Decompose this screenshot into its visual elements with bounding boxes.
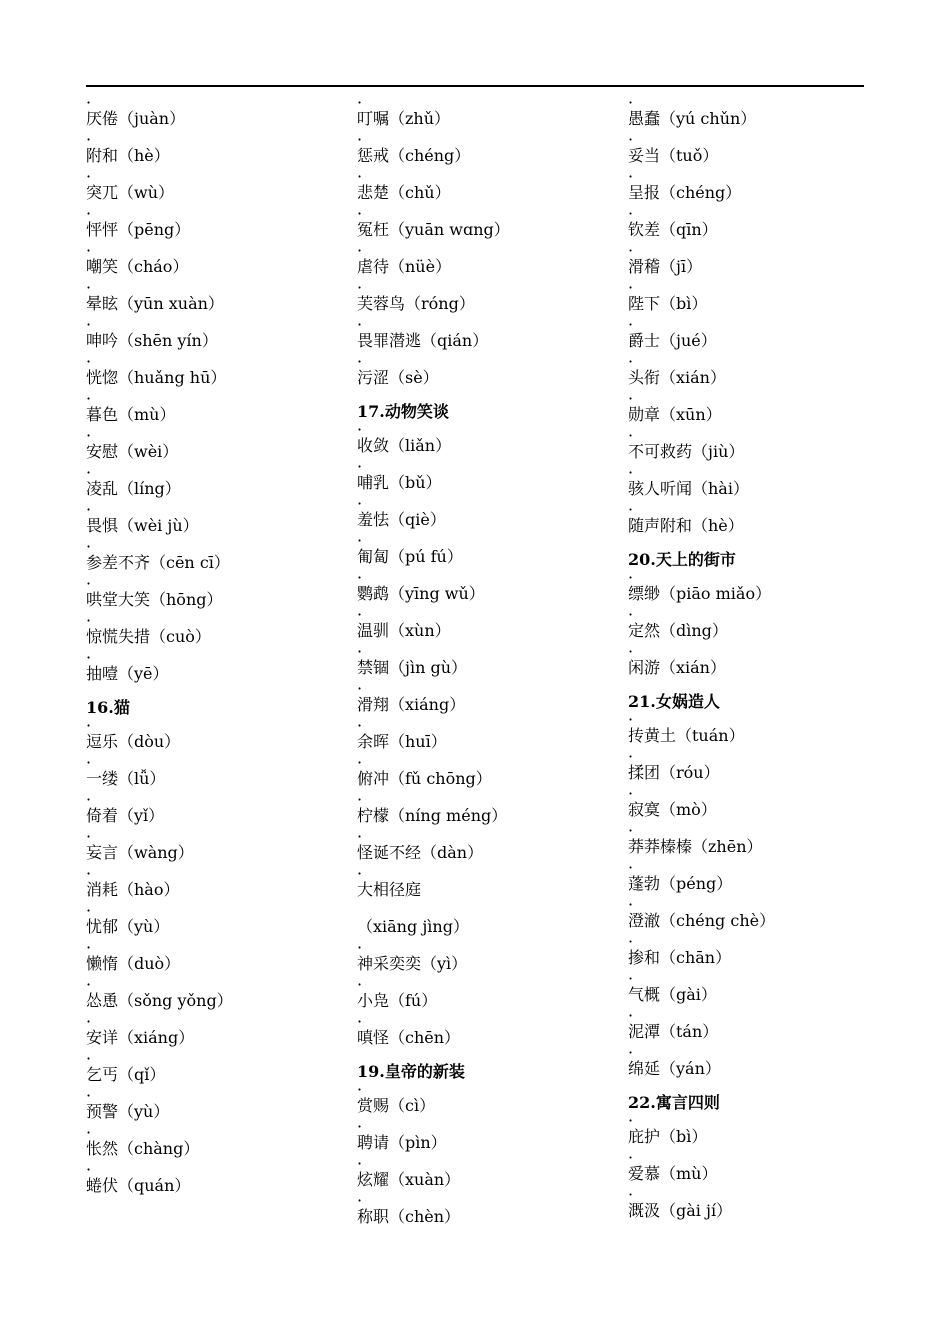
vocab-entry: · 揉团（róu） bbox=[628, 762, 888, 784]
vocab-entry: · 定然（dìng） bbox=[628, 620, 888, 642]
vocab-entry: · 懒惰（duò） bbox=[86, 953, 346, 975]
vocab-entry: · 羞怯（qiè） bbox=[357, 509, 617, 531]
vocab-entry: · 温驯（xùn） bbox=[357, 620, 617, 642]
vocab-entry: · 突兀（wù） bbox=[86, 182, 346, 204]
vocab-entry: · 抽噎（yē） bbox=[86, 663, 346, 685]
vocab-entry: · 滑稽（jī） bbox=[628, 256, 888, 278]
vocab-entry: · 污涩（sè） bbox=[357, 367, 617, 389]
vocab-entry: · 嘲笑（cháo） bbox=[86, 256, 346, 278]
vocab-entry: · 抟黄土（tuán） bbox=[628, 725, 888, 747]
vocab-entry: · 怂恿（sǒng yǒng） bbox=[86, 990, 346, 1012]
vocab-entry: · 哺乳（bǔ） bbox=[357, 472, 617, 494]
vocab-entry: · 附和（hè） bbox=[86, 145, 346, 167]
vocab-entry: · 炫耀（xuàn） bbox=[357, 1169, 617, 1191]
vocab-entry: · 勋章（xūn） bbox=[628, 404, 888, 426]
vocab-entry: · 爵士（jué） bbox=[628, 330, 888, 352]
section-heading: 17.动物笑谈 bbox=[357, 402, 449, 421]
vocab-entry: · 爱慕（mù） bbox=[628, 1163, 888, 1185]
vocab-entry: · 妄言（wàng） bbox=[86, 842, 346, 864]
vocab-entry: · 晕眩（yūn xuàn） bbox=[86, 293, 346, 315]
vocab-entry: · 恍惚（huǎng hū） bbox=[86, 367, 346, 389]
section-heading: 20.天上的街市 bbox=[628, 550, 736, 569]
vocab-entry: · 安详（xiáng） bbox=[86, 1027, 346, 1049]
vocab-entry: · 钦差（qīn） bbox=[628, 219, 888, 241]
vocab-entry: · 缥缈（piāo miǎo） bbox=[628, 583, 888, 605]
vocab-entry: · 忧郁（yù） bbox=[86, 916, 346, 938]
vocab-entry: · 小凫（fú） bbox=[357, 990, 617, 1012]
vocab-entry: · 气概（gài） bbox=[628, 984, 888, 1006]
vocab-entry: · 一缕（lǚ） bbox=[86, 768, 346, 790]
vocab-entry: · 怦怦（pēng） bbox=[86, 219, 346, 241]
vocab-entry: · 参差不齐（cēn cī） bbox=[86, 552, 346, 574]
section-heading: 19.皇帝的新装 bbox=[357, 1062, 465, 1081]
vocab-entry: · 不可救药（jiù） bbox=[628, 441, 888, 463]
vocab-entry: · 鹦鹉（yīng wǔ） bbox=[357, 583, 617, 605]
vocab-entry: · 溉汲（gài jí） bbox=[628, 1200, 888, 1222]
vocab-entry: · 消耗（hào） bbox=[86, 879, 346, 901]
column-1 bbox=[86, 108, 346, 1212]
vocab-entry: · 收敛（liǎn） bbox=[357, 435, 617, 457]
vocab-entry: · 头衔（xián） bbox=[628, 367, 888, 389]
section-heading: 16.猫 bbox=[86, 698, 130, 717]
vocab-entry: · 滑翔（xiáng） bbox=[357, 694, 617, 716]
vocab-entry: · 神采奕奕（yì） bbox=[357, 953, 617, 975]
vocab-entry: · 畏罪潜逃（qián） bbox=[357, 330, 617, 352]
vocab-entry: · 掺和（chān） bbox=[628, 947, 888, 969]
vocab-entry: · 愚蠢（yú chǔn） bbox=[628, 108, 888, 130]
vocab-entry: · 余晖（huī） bbox=[357, 731, 617, 753]
vocab-entry: · 呻吟（shēn yín） bbox=[86, 330, 346, 352]
section-heading: 22.寓言四则 bbox=[628, 1093, 720, 1112]
vocab-entry: · 聘请（pìn） bbox=[357, 1132, 617, 1154]
vocab-entry: · 妥当（tuǒ） bbox=[628, 145, 888, 167]
vocab-entry: · 泥潭（tán） bbox=[628, 1021, 888, 1043]
vocab-entry: · 随声附和（hè） bbox=[628, 515, 888, 537]
vocab-entry: · 蓬勃（péng） bbox=[628, 873, 888, 895]
vocab-entry: · 绵延（yán） bbox=[628, 1058, 888, 1080]
vocab-entry: · 呈报（chéng） bbox=[628, 182, 888, 204]
vocab-entry: · 芙蓉鸟（róng） bbox=[357, 293, 617, 315]
vocab-entry: · 庇护（bì） bbox=[628, 1126, 888, 1148]
vocab-entry: · 惩戒（chéng） bbox=[357, 145, 617, 167]
vocab-entry: · 怅然（chàng） bbox=[86, 1138, 346, 1160]
vocab-entry: · 冤枉（yuān wɑng） bbox=[357, 219, 617, 241]
vocab-entry: · 乞丐（qǐ） bbox=[86, 1064, 346, 1086]
vocab-entry: · 匍匐（pú fú） bbox=[357, 546, 617, 568]
vocab-entry: · 暮色（mù） bbox=[86, 404, 346, 426]
vocab-entry: · 称职（chèn） bbox=[357, 1206, 617, 1228]
vocab-entry: · 闲游（xián） bbox=[628, 657, 888, 679]
vocab-entry: · 哄堂大笑（hōng） bbox=[86, 589, 346, 611]
vocab-entry: · 虐待（nüè） bbox=[357, 256, 617, 278]
vocab-entry: · 澄澈（chéng chè） bbox=[628, 910, 888, 932]
vocab-entry: · 倚着（yǐ） bbox=[86, 805, 346, 827]
vocab-entry: · 俯冲（fǔ chōng） bbox=[357, 768, 617, 790]
vocab-entry: · 叮嘱（zhǔ） bbox=[357, 108, 617, 130]
vocab-entry: · 陛下（bì） bbox=[628, 293, 888, 315]
vocab-entry: · 预警（yù） bbox=[86, 1101, 346, 1123]
vocab-entry: · 赏赐（cì） bbox=[357, 1095, 617, 1117]
vocab-entry: · 大相径庭 bbox=[357, 879, 617, 901]
column-3 bbox=[628, 108, 888, 1237]
vocab-entry: · 凌乱（líng） bbox=[86, 478, 346, 500]
vocab-entry: · 惊慌失措（cuò） bbox=[86, 626, 346, 648]
vocab-entry: · 怪诞不经（dàn） bbox=[357, 842, 617, 864]
vocab-entry: · 柠檬（níng méng） bbox=[357, 805, 617, 827]
vocab-entry: · 悲楚（chǔ） bbox=[357, 182, 617, 204]
vocab-entry-continuation: （xiāng jìng） bbox=[357, 917, 469, 936]
section-heading: 21.女娲造人 bbox=[628, 692, 720, 711]
column-2 bbox=[357, 108, 617, 1243]
vocab-entry: · 厌倦（juàn） bbox=[86, 108, 346, 130]
vocab-entry: · 禁锢（jìn gù） bbox=[357, 657, 617, 679]
vocab-entry: · 安慰（wèi） bbox=[86, 441, 346, 463]
vocab-entry: · 逗乐（dòu） bbox=[86, 731, 346, 753]
vocab-entry: · 寂寞（mò） bbox=[628, 799, 888, 821]
vocab-entry: · 嗔怪（chēn） bbox=[357, 1027, 617, 1049]
vocab-entry: · 蜷伏（quán） bbox=[86, 1175, 346, 1197]
vocab-entry: · 畏惧（wèi jù） bbox=[86, 515, 346, 537]
header-rule bbox=[86, 85, 864, 87]
vocab-entry: · 骇人听闻（hài） bbox=[628, 478, 888, 500]
vocab-entry: · 莽莽榛榛（zhēn） bbox=[628, 836, 888, 858]
